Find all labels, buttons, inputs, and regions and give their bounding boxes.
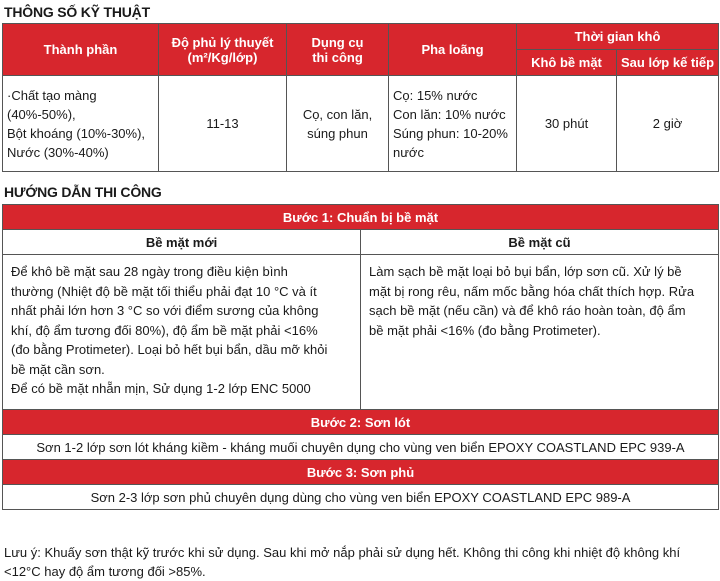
component-line: Nước (30%-40%) <box>7 144 109 160</box>
text-line: Làm sạch bề mặt loại bỏ bụi bẩn, lớp sơn cũ. Xử lý bề <box>369 264 682 279</box>
new-surface-header: Bề mặt mới <box>3 230 361 255</box>
cell-recoat: 2 giờ <box>617 76 719 172</box>
header-tools <box>287 24 389 76</box>
text-line: Để khô bề mặt sau 28 ngày trong điều kiện bình <box>11 264 288 279</box>
tools-line: Cọ, con lăn, <box>302 106 373 122</box>
header-drying-time: Thời gian khô <box>517 24 719 50</box>
step1-header: Bước 1: Chuẩn bị bề mặt <box>3 205 719 230</box>
step2-text: Sơn 1-2 lớp sơn lót kháng kiềm - kháng muối chuyên dụng cho vùng ven biển EPOXY COASTLAND EPC 939-A <box>3 435 719 460</box>
text-line: thường (Nhiệt độ bề mặt tối thiểu phải đạt 10 °C và ít <box>11 283 317 299</box>
old-surface-header: Bề mặt cũ <box>361 230 719 255</box>
text-line: sạch bề mặt (nếu cần) và để khô ráo hoàn toàn, độ ẩm <box>369 303 686 318</box>
spec-table <box>2 23 719 172</box>
text-line: bề mặt cần sơn. <box>11 361 105 377</box>
component-line: (40%-50%), <box>7 106 76 122</box>
guide-section-title: HƯỚNG DẪN THI CÔNG <box>4 184 162 200</box>
dilution-line: Súng phun: 10-20% <box>393 125 508 141</box>
cell-surface-dry: 30 phút <box>517 76 617 172</box>
old-surface-text <box>361 255 719 410</box>
spec-section-title: THÔNG SỐ KỸ THUẬT <box>4 4 150 20</box>
cell-coverage: 11-13 <box>159 76 287 172</box>
step3-text: Sơn 2-3 lớp sơn phủ chuyên dụng dùng cho vùng ven biển EPOXY COASTLAND EPC 989-A <box>3 485 719 510</box>
cell-component <box>3 76 159 172</box>
text-line: (đo bằng Protimeter). Loại bỏ hết bụi bẩn, dầu mỡ khỏi <box>11 342 328 357</box>
header-coverage-line1: Độ phủ lý thuyết <box>171 34 274 50</box>
cell-dilution <box>389 76 517 172</box>
text-line: nhất phải lớn hơn 3 °C so với điểm sương của không <box>11 303 319 318</box>
text-line: Để có bề mặt nhẵn mịn, Sử dụng 1-2 lớp ENC 5000 <box>11 381 311 396</box>
header-coverage-line2: (m²/Kg/lớp) <box>187 49 258 65</box>
step2-header: Bước 2: Sơn lót <box>3 410 719 435</box>
dilution-line: Con lăn: 10% nước <box>393 106 506 122</box>
header-coverage <box>159 24 287 76</box>
header-tools-line2: thi công <box>312 49 363 65</box>
header-surface-dry: Khô bề mặt <box>517 50 617 76</box>
header-recoat: Sau lớp kế tiếp <box>617 50 719 76</box>
text-line: khí, độ ẩm tương đối 80%), độ ẩm bề mặt phải <16% <box>11 322 318 338</box>
cell-tools <box>287 76 389 172</box>
tools-line: súng phun <box>307 125 368 141</box>
step3-header: Bước 3: Sơn phủ <box>3 460 719 485</box>
component-line: ·Chất tạo màng <box>7 87 97 103</box>
note-text: Lưu ý: Khuấy sơn thật kỹ trước khi sử dụng. Sau khi mở nắp phải sử dụng hết. Không thi công khi nhiệt độ không khí <12°C hay độ ẩm tương đối >85%. <box>4 545 681 579</box>
guide-table <box>2 204 719 510</box>
dilution-line: Cọ: 15% nước <box>393 87 478 103</box>
header-dilution: Pha loãng <box>389 24 517 76</box>
new-surface-text <box>3 255 361 410</box>
header-tools-line1: Dụng cụ <box>311 34 364 50</box>
dilution-line: nước <box>393 144 424 160</box>
component-line: Bột khoáng (10%-30%), <box>7 125 146 141</box>
header-component: Thành phần <box>3 24 159 76</box>
text-line: mặt bị rong rêu, nấm mốc bằng hóa chất thích hợp. Rửa <box>369 283 695 299</box>
text-line: bề mặt phải <16% (đo bằng Protimeter). <box>369 322 601 338</box>
